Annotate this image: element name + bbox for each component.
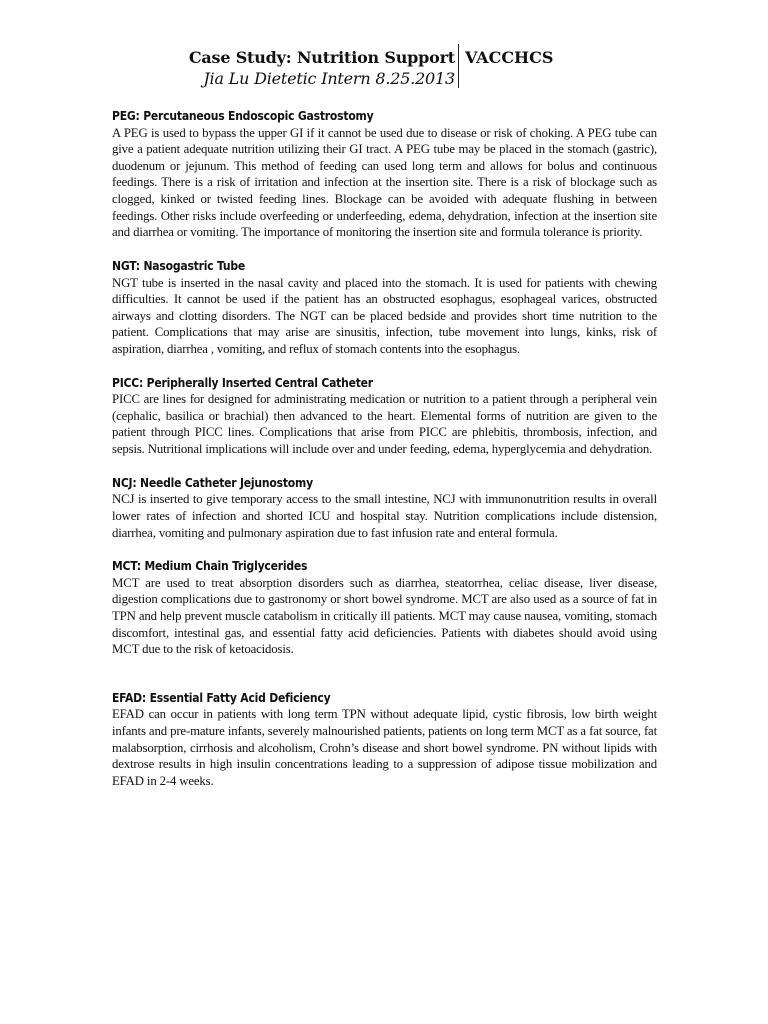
section-ngt [112,258,657,358]
section-paragraph: NCJ is inserted to give temporary access to the small intestine, NCJ with immunonutrition results in overall lower rates of infection and shorted ICU and hospital stay. Nutrition complications include distension, diarrhea, vomiting and pulmonary aspiration due to fast infusion rate and enteral formula. [112,492,657,540]
document-body [112,108,657,789]
section-heading: EFAD: Essential Fatty Acid Deficiency [112,690,331,705]
section-spacer [112,658,657,690]
section-heading: NCJ: Needle Catheter Jejunostomy [112,475,313,490]
section-heading: PICC: Peripherally Inserted Central Catheter [112,375,373,390]
section-heading: NGT: Nasogastric Tube [112,258,245,273]
section-ncj [112,475,657,541]
section-picc [112,375,657,458]
section-spacer [112,541,657,558]
section-paragraph: EFAD can occur in patients with long term TPN without adequate lipid, cystic fibrosis, low birth weight infants and pre-mature infants, severely malnourished patients, patients on long term MCT as a fat source, fat malabsorption, cirrhosis and alcoholism, Crohn’s disease and short bowel syndrome. PN without lipids with dextrose results in high insulin concentrations leading to a suppression of adipose tissue mobilization and EFAD in 2-4 weeks. [112,707,657,788]
section-paragraph: NGT tube is inserted in the nasal cavity and placed into the stomach. It is used for patients with chewing difficulties. It cannot be used if the patient has an obstructed esophagus, esophageal varices, obstructed airways and clotting disorders. The NGT can be placed bedside and provides short time nutrition to the patient. Complications that may arise are sinusitis, infection, tube movement into lungs, kinks, risk of aspiration, diarrhea , vomiting, and reflux of stomach contents into the esophagus. [112,275,657,356]
organization-label: VACCHCS [465,48,554,67]
document-title: Case Study: Nutrition Support [188,48,455,67]
section-mct [112,558,657,658]
header-left-block [189,48,455,90]
section-spacer [112,458,657,475]
section-paragraph: PICC are lines for designed for administrating medication or nutrition to a patient through a peripheral vein (cephalic, basilica or brachial) then advanced to the heart. Elemental forms of nutrition are given to the patient through PICC lines. Complications that arise from PICC are phlebitis, thrombosis, infection, and sepsis. Nutritional implications will include over and under feeding, edema, hyperglycemia and dehydration. [112,392,657,457]
document-subtitle: Jia Lu Dietetic Intern 8.25.2013 [203,69,455,88]
header-divider [458,44,459,88]
section-spacer [112,358,657,375]
document-header [0,44,768,92]
section-spacer [112,241,657,258]
section-heading: PEG: Percutaneous Endoscopic Gastrostomy [112,109,374,123]
section-paragraph: A PEG is used to bypass the upper GI if it cannot be used due to disease or risk of choking. A PEG tube can give a patient adequate nutrition utilizing their GI tract. A PEG tube may be placed in the stomach (gastric), duodenum or jejunum. This method of feeding can used long term and allows for bolus and continuous feedings. There is a risk of irritation and infection at the insertion site. There is a risk of blockage such as clogged, kinked or twisted feeding lines. Blockage can be avoided with adequate flushing in between feedings. Other risks include overfeeding or underfeeding, edema, dehydration, infection at the insertion site and diarrhea or vomiting. The importance of monitoring the insertion site and formula tolerance is priority. [112,125,657,240]
section-efad [112,690,657,790]
section-paragraph: MCT are used to treat absorption disorders such as diarrhea, steatorrhea, celiac disease, liver disease, digestion complications due to gastronomy or short bowel syndrome. MCT are also used as a source of fat in TPN and help prevent muscle catabolism in critically ill patients. MCT may cause nausea, vomiting, stomach discomfort, intestinal gas, and essential fatty acid deficiencies. Patients with diabetes should avoid using MCT due to the risk of ketoacidosis. [112,575,657,657]
section-heading: MCT: Medium Chain Triglycerides [112,559,308,574]
section-peg [112,108,657,241]
